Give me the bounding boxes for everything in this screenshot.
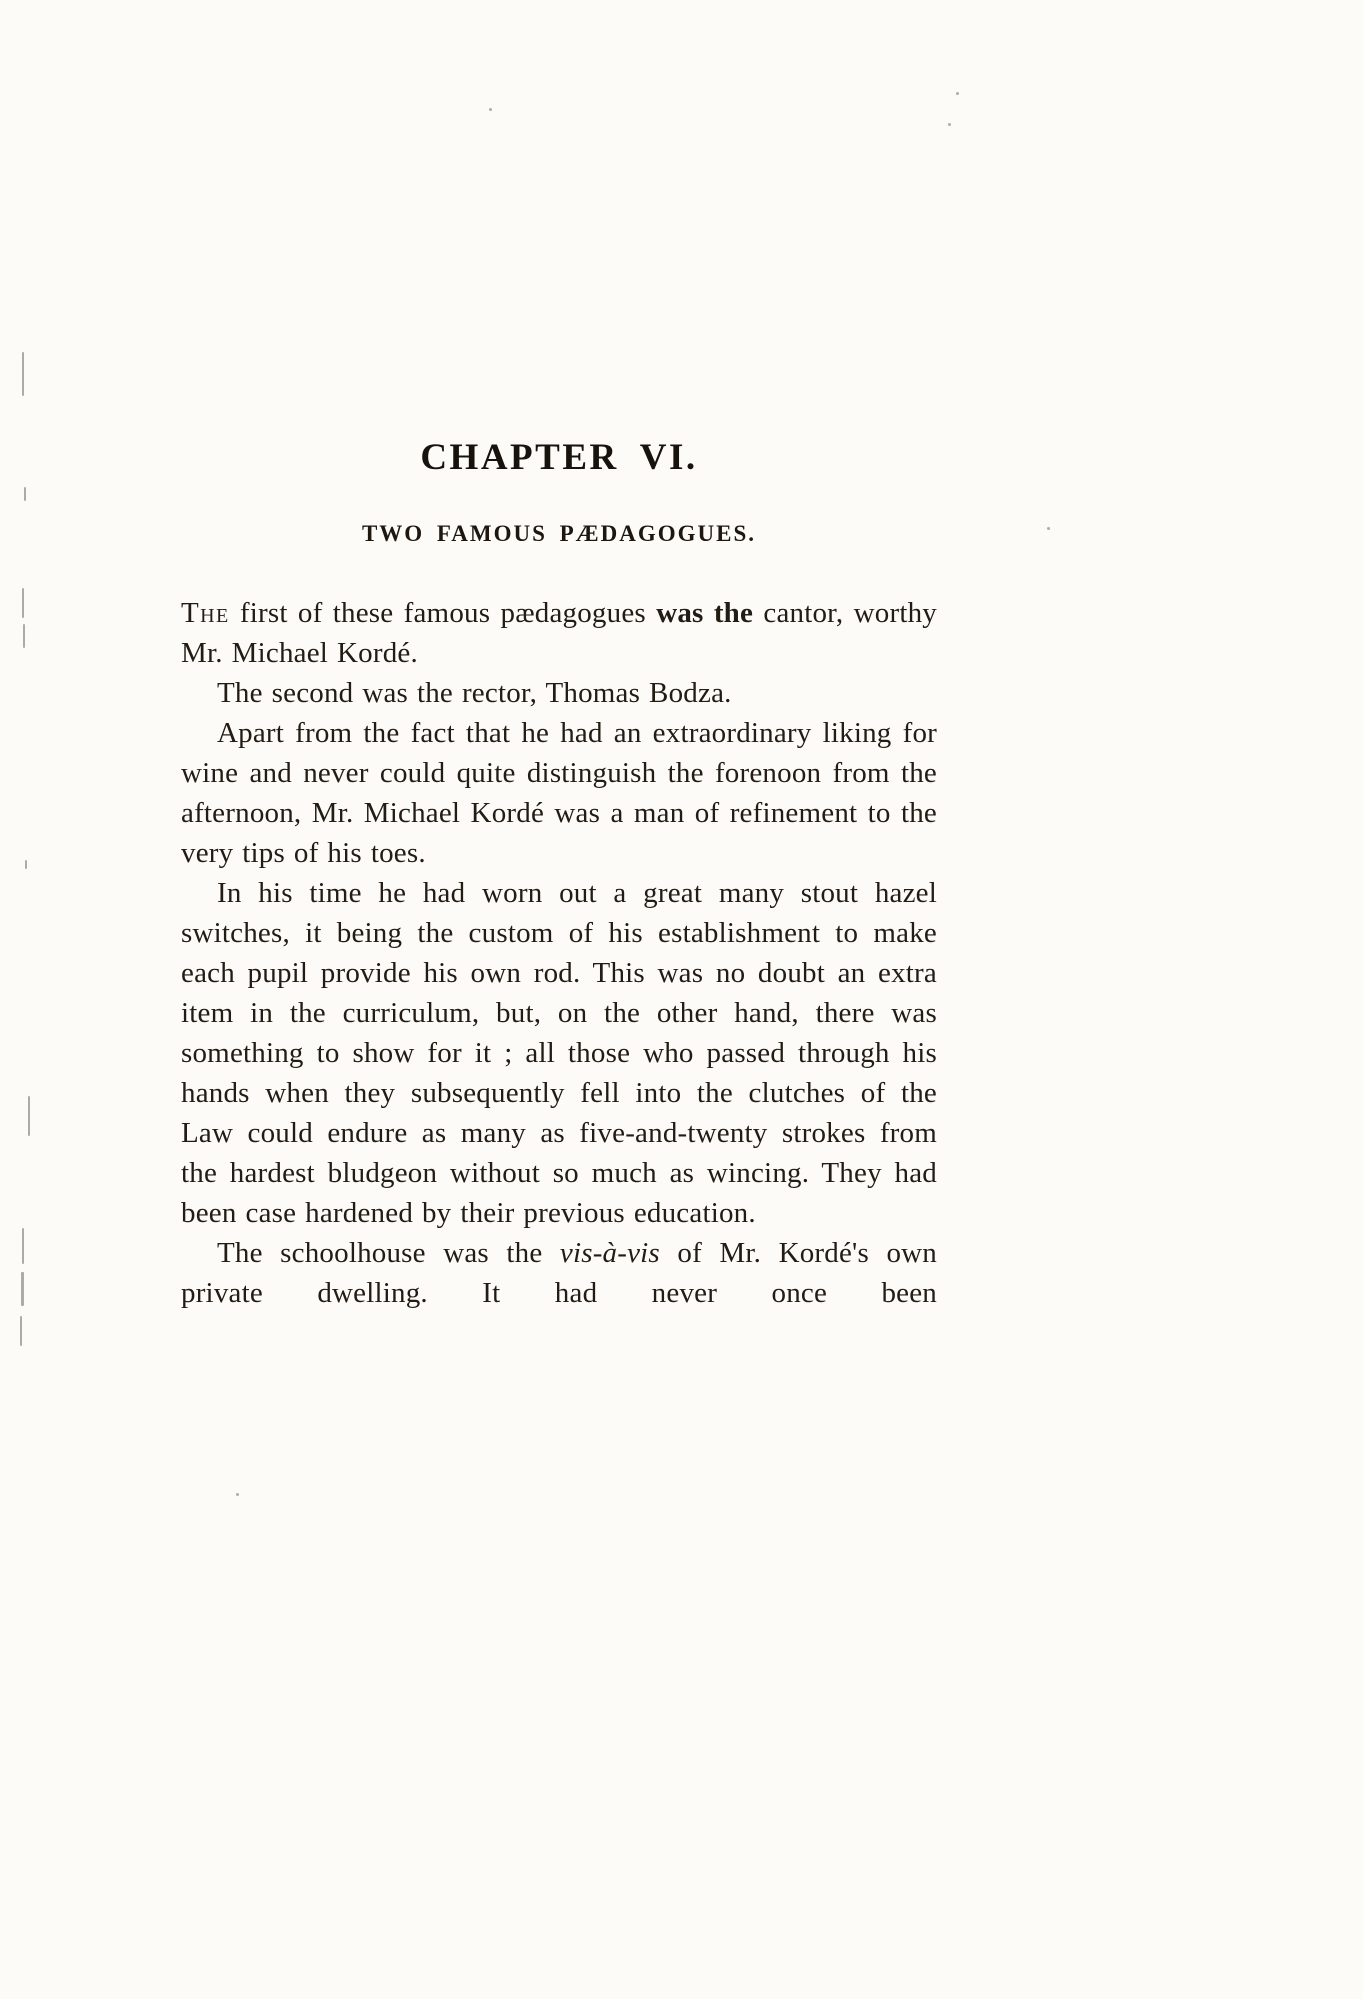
page-text-block xyxy=(181,436,937,1313)
chapter-heading: CHAPTER VI. xyxy=(420,437,698,478)
scan-speck xyxy=(956,92,959,95)
scan-artifact-line xyxy=(20,1316,22,1346)
body-text xyxy=(181,593,937,1313)
scan-artifact-line xyxy=(23,624,25,648)
scan-artifact-line xyxy=(22,1228,24,1264)
section-heading: TWO FAMOUS PÆDAGOGUES. xyxy=(361,521,757,546)
paragraph-3: Apart from the fact that he had an extraordinary liking for wine and never could quite distinguish the forenoon from the afternoon, Mr. Michael Kordé was a man of refinement to the very tips of his toes. xyxy=(181,717,937,869)
scan-speck xyxy=(236,1493,239,1496)
paragraph-4: In his time he had worn out a great many stout hazel switches, it being the custom of his establishment to make each pupil provide his own rod. This was no doubt an extra item in the curriculum, but, on the other hand, there was something to show for it ; all those who passed through his hands when they subsequently fell into the clutches of the Law could endure as many as five-and-twenty strokes from the hardest bludgeon without so much as wincing. They had been case hardened by their previous education. xyxy=(181,877,937,1229)
scan-artifact-line xyxy=(22,588,24,618)
scan-speck xyxy=(948,123,951,126)
paragraph-5-text-a: The schoolhouse was the xyxy=(217,1237,560,1269)
paragraph-1-heavy-ink-text: was the xyxy=(656,597,754,629)
paragraph-1-text-b: cantor, worthy Mr. Michael Kordé. xyxy=(181,597,937,669)
paragraph-5-italic-phrase: vis-à-vis xyxy=(559,1237,660,1269)
scan-speck xyxy=(1047,527,1050,530)
scan-artifact-line xyxy=(25,860,27,869)
lead-word: The xyxy=(181,597,230,629)
paragraph-1-text-a: first of these famous pædagogues xyxy=(229,597,657,629)
scan-artifact-line xyxy=(21,1272,24,1306)
paragraph-2: The second was the rector, Thomas Bodza. xyxy=(217,677,732,709)
scan-speck xyxy=(489,108,492,111)
scan-artifact-line xyxy=(24,487,26,501)
scan-artifact-line xyxy=(28,1096,30,1136)
paragraph-1 xyxy=(181,593,937,673)
scan-artifact-line xyxy=(22,352,24,396)
paragraph-5-text-b: of Mr. Kordé's own private dwelling. It had never once been xyxy=(181,1237,937,1309)
paragraph-5 xyxy=(181,1233,937,1313)
